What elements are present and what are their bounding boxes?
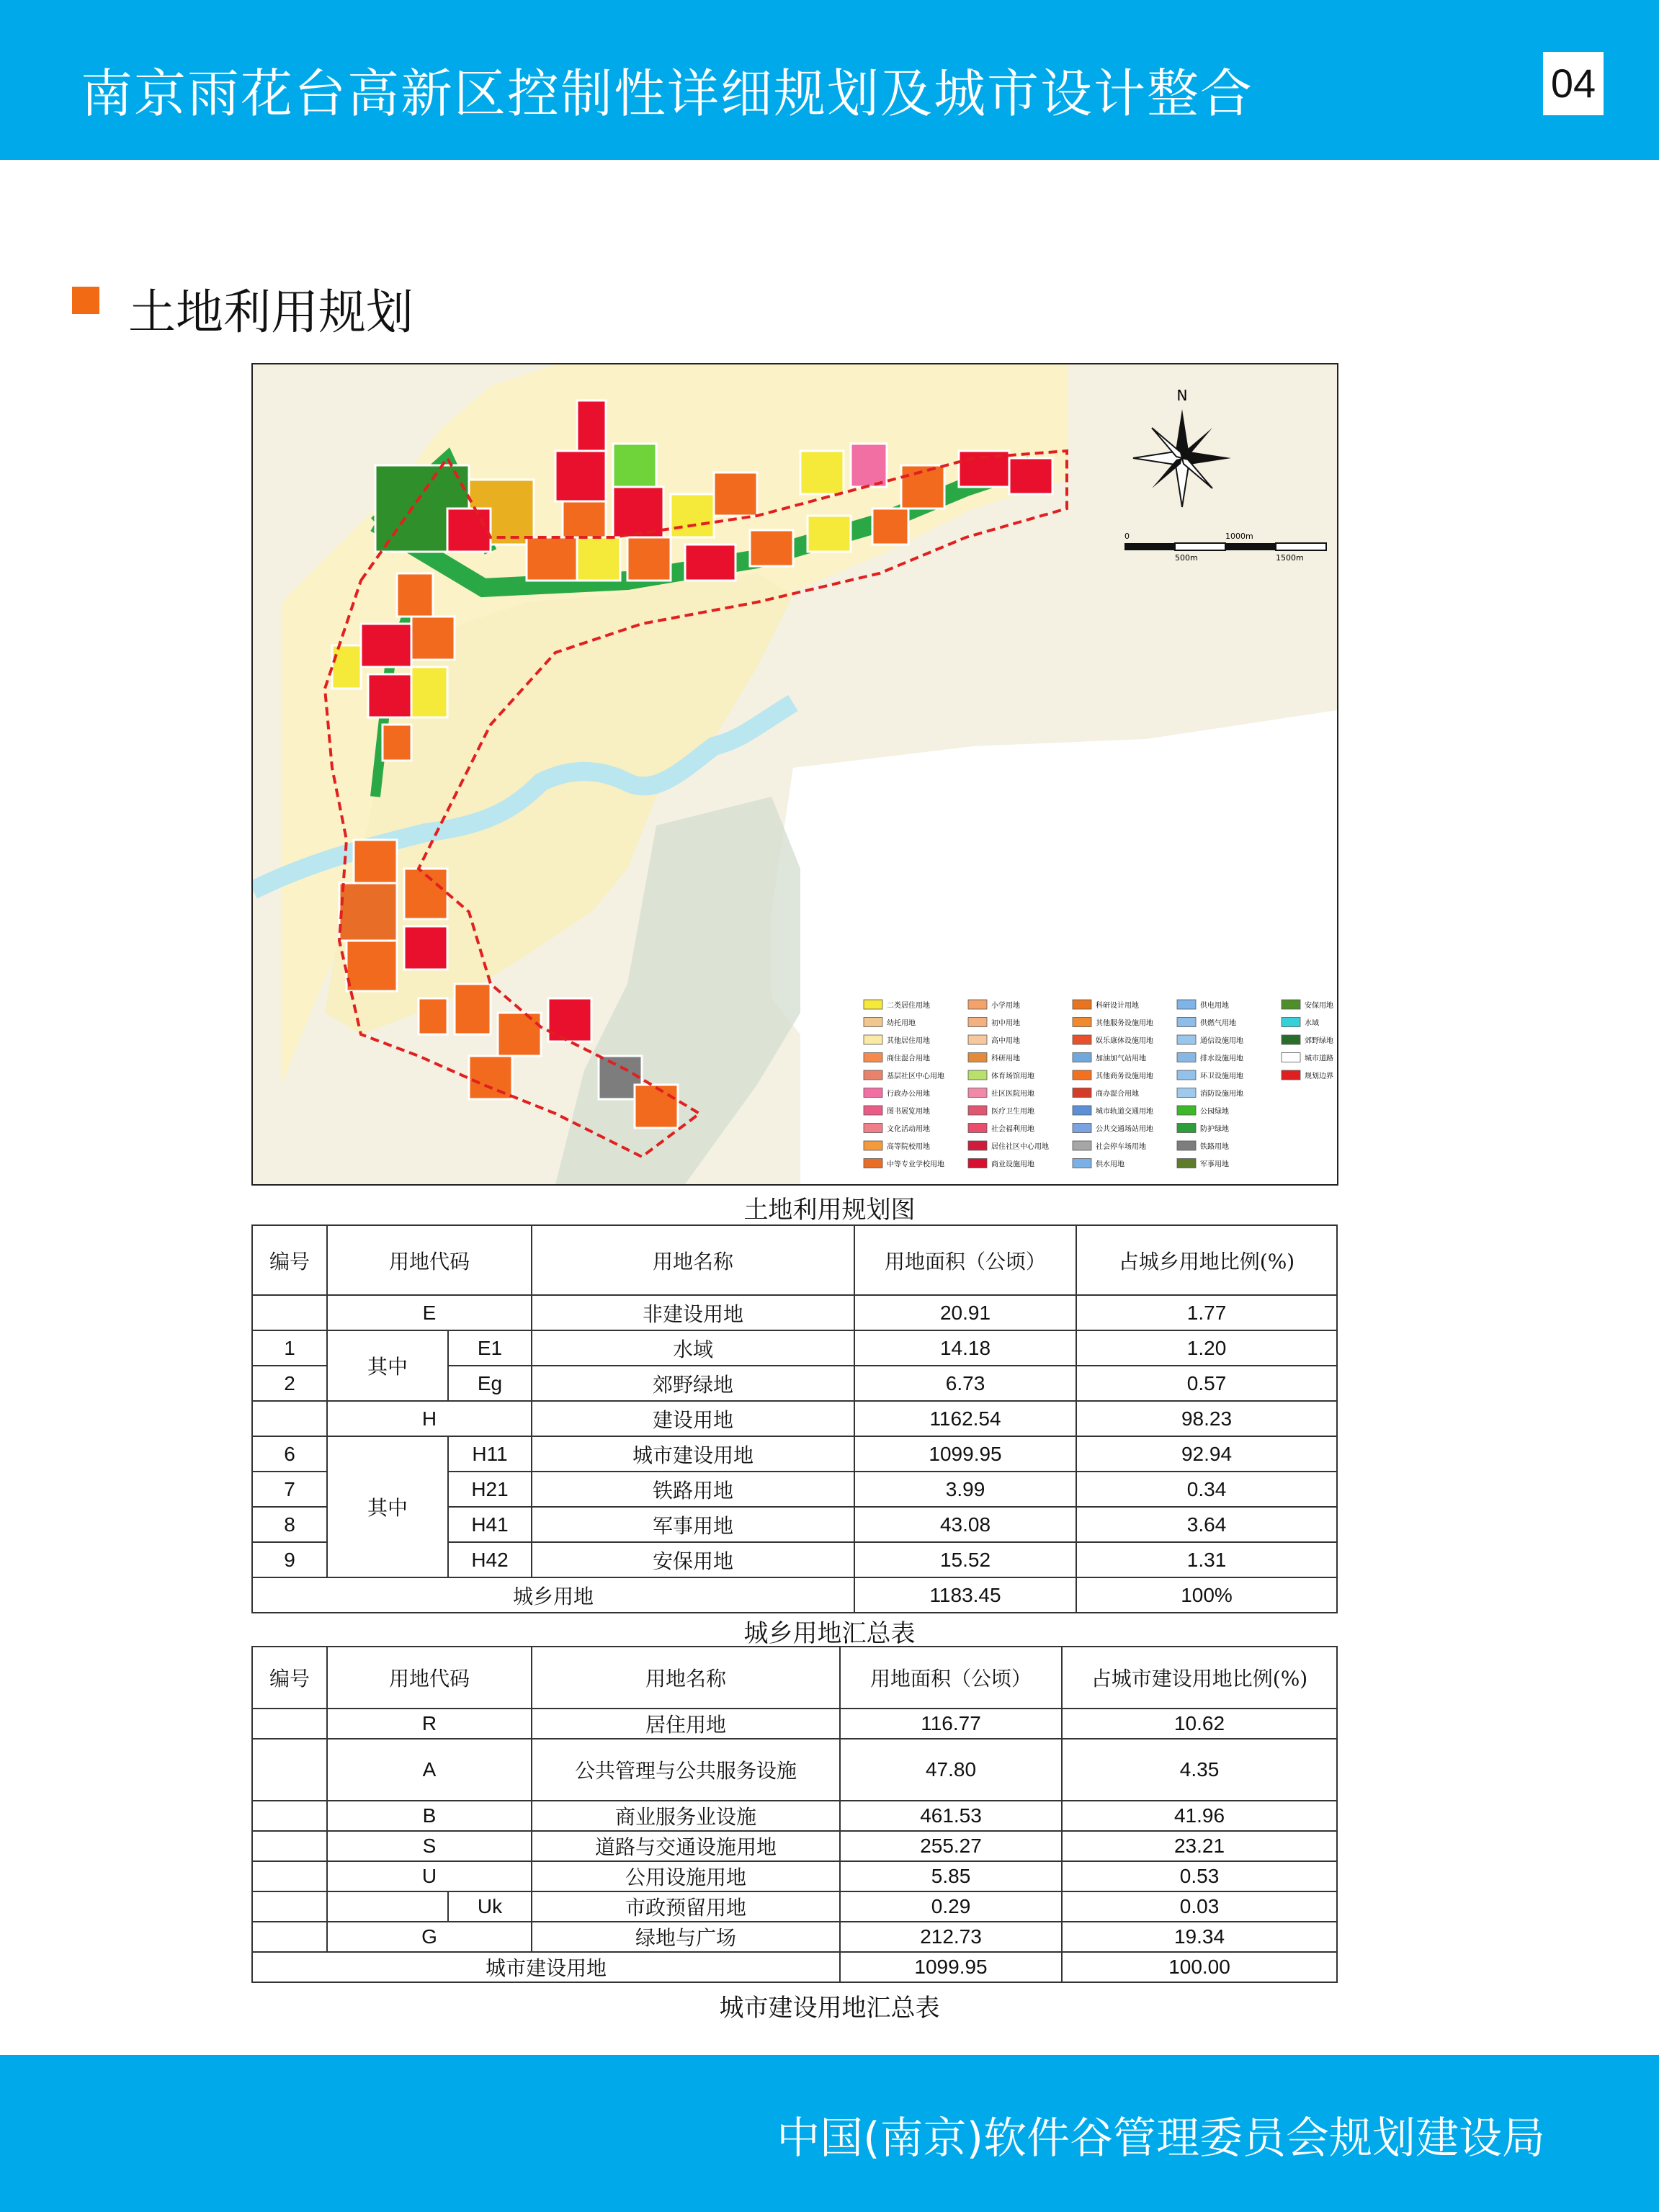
- legend-item: [1073, 1124, 1153, 1134]
- table-row: U 公用设施用地 5.85 0.53: [252, 1861, 1337, 1891]
- legend-label: 小学用地: [991, 1002, 1020, 1010]
- legend-item: [1177, 1124, 1229, 1134]
- legend-label: 科研用地: [991, 1054, 1020, 1063]
- legend-swatch: [968, 1053, 987, 1062]
- legend-item: [864, 1141, 930, 1151]
- legend-item: [864, 1070, 944, 1080]
- legend-swatch: [864, 1070, 882, 1080]
- legend-label: 其他商务设施用地: [1096, 1073, 1153, 1080]
- legend-label: 供电用地: [1200, 1002, 1229, 1010]
- header-cell: 占城乡用地比例(%): [1076, 1225, 1337, 1295]
- legend-label: 医疗卫生用地: [991, 1108, 1034, 1116]
- legend-label: 高等院校用地: [887, 1143, 930, 1151]
- legend-item: [1177, 1106, 1229, 1116]
- legend-swatch: [864, 1088, 882, 1098]
- legend-label: 图书展览用地: [887, 1108, 930, 1116]
- table-row: S 道路与交通设施用地 255.27 23.21: [252, 1831, 1337, 1861]
- legend-swatch: [864, 1159, 882, 1168]
- legend-item: [968, 1124, 1034, 1134]
- legend-item: [1073, 1053, 1146, 1063]
- square-bullet-icon: [72, 287, 99, 314]
- legend-swatch: [968, 1124, 987, 1133]
- legend-item: [1177, 1159, 1229, 1169]
- legend-swatch: [1177, 1053, 1196, 1062]
- legend-label: 商办混合用地: [1096, 1090, 1139, 1098]
- svg-text:1500m: 1500m: [1276, 553, 1304, 563]
- legend-swatch: [1177, 1035, 1196, 1044]
- legend-item: [864, 1159, 944, 1169]
- group-label: 其中: [327, 1330, 448, 1401]
- legend-swatch: [1282, 1035, 1300, 1044]
- legend-item: [864, 1124, 930, 1134]
- legend-item: [968, 1070, 1034, 1080]
- legend-label: 幼托用地: [887, 1019, 916, 1028]
- page-number: 04: [1543, 52, 1604, 115]
- table-row: 9 H42 安保用地 15.52 1.31: [252, 1542, 1337, 1577]
- legend-item: [1073, 1088, 1139, 1098]
- legend-label: 铁路用地: [1200, 1143, 1229, 1151]
- group-label: 其中: [327, 1436, 448, 1577]
- legend-label: 社会停车场用地: [1096, 1143, 1146, 1151]
- legend-item: [1073, 1000, 1139, 1010]
- legend-swatch: [1177, 1070, 1196, 1080]
- document-title: 南京雨花台高新区控制性详细规划及城市设计整合: [81, 63, 1254, 124]
- legend-item: [864, 1088, 930, 1098]
- svg-text:1000m: 1000m: [1225, 532, 1253, 541]
- table-row: R 居住用地 116.77 10.62: [252, 1709, 1337, 1739]
- legend-swatch: [864, 1106, 882, 1115]
- legend-label: 娱乐康体设施用地: [1096, 1037, 1153, 1045]
- legend-item: [1177, 1018, 1236, 1028]
- header-cell: 编号: [252, 1647, 327, 1709]
- legend-label: 郊野绿地: [1305, 1037, 1333, 1045]
- legend-item: [1282, 1053, 1333, 1063]
- legend-label: 消防设施用地: [1200, 1090, 1243, 1098]
- legend-swatch: [1282, 1000, 1300, 1009]
- header-cell: 用地代码: [327, 1647, 532, 1709]
- land-use-map: [251, 363, 1338, 1186]
- legend-swatch: [864, 1035, 882, 1044]
- legend-label: 军事用地: [1200, 1160, 1229, 1169]
- legend-item: [968, 1141, 1049, 1151]
- legend-swatch: [968, 1088, 987, 1098]
- page-header: [0, 0, 1659, 160]
- legend-swatch: [968, 1070, 987, 1080]
- table-total-row: 城市建设用地 1099.95 100.00: [252, 1952, 1337, 1982]
- legend-swatch: [1177, 1141, 1196, 1150]
- legend-item: [1282, 1018, 1319, 1028]
- legend-swatch: [1073, 1053, 1091, 1062]
- urban-construction-land-table: [251, 1646, 1338, 1983]
- legend-swatch: [968, 1106, 987, 1115]
- legend-swatch: [968, 1000, 987, 1009]
- table-row: 7 H21 铁路用地 3.99 0.34: [252, 1472, 1337, 1507]
- footer-organization: 中国(南京)软件谷管理委员会规划建设局: [777, 2113, 1545, 2164]
- legend-item: [864, 1000, 930, 1010]
- legend-label: 二类居住用地: [887, 1002, 930, 1010]
- legend-label: 其他居住用地: [887, 1037, 930, 1045]
- legend-label: 环卫设施用地: [1200, 1073, 1243, 1080]
- legend-item: [968, 1000, 1020, 1010]
- legend-label: 科研设计用地: [1096, 1002, 1139, 1010]
- legend-label: 中等专业学校用地: [887, 1160, 944, 1169]
- legend-item: [1177, 1035, 1243, 1045]
- legend-swatch: [1282, 1070, 1300, 1080]
- legend-label: 安保用地: [1305, 1002, 1333, 1010]
- table-row: 1 其中 E1 水域 14.18 1.20: [252, 1330, 1337, 1366]
- legend-label: 商业设施用地: [991, 1160, 1034, 1169]
- legend-item: [968, 1018, 1020, 1028]
- legend-item: [1073, 1141, 1146, 1151]
- legend-swatch: [1282, 1018, 1300, 1027]
- legend-label: 通信设施用地: [1200, 1037, 1243, 1045]
- north-label: N: [1176, 387, 1188, 404]
- legend-swatch: [968, 1159, 987, 1168]
- legend-label: 公共交通场站用地: [1096, 1125, 1153, 1134]
- legend-item: [1177, 1070, 1243, 1080]
- table-row: 8 H41 军事用地 43.08 3.64: [252, 1507, 1337, 1542]
- legend-swatch: [1282, 1053, 1300, 1062]
- legend-item: [1073, 1106, 1153, 1116]
- legend-label: 供燃气用地: [1200, 1019, 1236, 1028]
- legend-item: [1282, 1070, 1333, 1080]
- header-cell: 用地代码: [327, 1225, 532, 1295]
- legend-label: 其他服务设施用地: [1096, 1019, 1153, 1028]
- legend-swatch: [864, 1018, 882, 1027]
- legend-swatch: [1177, 1088, 1196, 1098]
- legend-label: 文化活动用地: [887, 1125, 930, 1134]
- legend-swatch: [1177, 1018, 1196, 1027]
- legend-swatch: [1177, 1000, 1196, 1009]
- legend-label: 水域: [1305, 1019, 1319, 1028]
- table2-caption: 城市建设用地汇总表: [719, 1994, 940, 2023]
- legend-swatch: [864, 1000, 882, 1009]
- legend-item: [1282, 1035, 1333, 1045]
- svg-text:500m: 500m: [1175, 553, 1198, 563]
- legend-swatch: [1073, 1000, 1091, 1009]
- legend-swatch: [1177, 1124, 1196, 1133]
- legend-item: [1073, 1070, 1153, 1080]
- legend-item: [864, 1053, 930, 1063]
- legend-label: 体育场馆用地: [991, 1073, 1034, 1080]
- legend-label: 排水设施用地: [1200, 1054, 1243, 1063]
- legend-item: [864, 1106, 930, 1116]
- map-caption: 土地利用规划图: [743, 1196, 916, 1224]
- legend-label: 基层社区中心用地: [887, 1073, 944, 1080]
- header-cell: 编号: [252, 1225, 327, 1295]
- legend-label: 初中用地: [991, 1019, 1020, 1028]
- table-row: B 商业服务业设施 461.53 41.96: [252, 1801, 1337, 1831]
- legend-item: [968, 1159, 1034, 1169]
- svg-text:0: 0: [1124, 532, 1130, 541]
- legend-swatch: [1073, 1106, 1091, 1115]
- legend-item: [968, 1053, 1020, 1063]
- legend-swatch: [968, 1018, 987, 1027]
- legend-label: 高中用地: [991, 1037, 1020, 1045]
- legend-item: [968, 1088, 1034, 1098]
- header-cell: 占城市建设用地比例(%): [1062, 1647, 1337, 1709]
- legend-label: 防护绿地: [1200, 1125, 1229, 1134]
- legend-label: 居住社区中心用地: [991, 1143, 1049, 1151]
- table-row: 2 Eg 郊野绿地 6.73 0.57: [252, 1366, 1337, 1401]
- page-footer: [0, 2055, 1659, 2212]
- legend-item: [1177, 1000, 1229, 1010]
- table-row: G 绿地与广场 212.73 19.34: [252, 1922, 1337, 1952]
- table-total-row: 城乡用地 1183.45 100%: [252, 1577, 1337, 1613]
- legend-label: 社区医院用地: [991, 1090, 1034, 1098]
- legend-swatch: [1177, 1106, 1196, 1115]
- legend-label: 加油加气站用地: [1096, 1054, 1146, 1063]
- legend-swatch: [1073, 1124, 1091, 1133]
- table-row: Uk 市政预留用地 0.29 0.03: [252, 1891, 1337, 1922]
- legend-label: 供水用地: [1096, 1160, 1124, 1169]
- urban-rural-land-table: [251, 1224, 1338, 1613]
- table-row: H 建设用地 1162.54 98.23: [252, 1401, 1337, 1436]
- section-title: 土地利用规划: [128, 285, 413, 340]
- legend-swatch: [864, 1124, 882, 1133]
- legend-swatch: [968, 1141, 987, 1150]
- header-cell: 用地名称: [532, 1225, 854, 1295]
- legend-item: [1282, 1000, 1333, 1010]
- legend-item: [968, 1035, 1020, 1045]
- legend-item: [864, 1035, 930, 1045]
- legend-label: 商住混合用地: [887, 1054, 930, 1063]
- table-row: E 非建设用地 20.91 1.77: [252, 1295, 1337, 1330]
- legend-item: [864, 1018, 916, 1028]
- legend-swatch: [1073, 1159, 1091, 1168]
- legend-swatch: [864, 1141, 882, 1150]
- legend-label: 公园绿地: [1200, 1108, 1229, 1116]
- legend-item: [1073, 1035, 1153, 1045]
- legend-item: [968, 1106, 1034, 1116]
- legend-swatch: [1073, 1018, 1091, 1027]
- legend-item: [1177, 1141, 1229, 1151]
- table-row: 6 其中 H11 城市建设用地 1099.95 92.94: [252, 1436, 1337, 1472]
- legend-swatch: [1073, 1088, 1091, 1098]
- table1-caption: 城乡用地汇总表: [743, 1619, 916, 1648]
- legend-swatch: [1073, 1070, 1091, 1080]
- legend-swatch: [1073, 1141, 1091, 1150]
- legend-item: [1073, 1018, 1153, 1028]
- legend-swatch: [864, 1053, 882, 1062]
- legend-swatch: [968, 1035, 987, 1044]
- header-cell: 用地名称: [532, 1647, 840, 1709]
- legend-label: 行政办公用地: [887, 1090, 930, 1098]
- legend-item: [1073, 1159, 1124, 1169]
- table-row: A 公共管理与公共服务设施 47.80 4.35: [252, 1739, 1337, 1801]
- legend-label: 城市轨道交通用地: [1096, 1108, 1153, 1116]
- header-cell: 用地面积（公顷）: [854, 1225, 1076, 1295]
- map-drawing: [253, 364, 1337, 1184]
- legend-swatch: [1177, 1159, 1196, 1168]
- legend-item: [1177, 1088, 1243, 1098]
- legend-label: 城市道路: [1305, 1054, 1333, 1063]
- legend-item: [1177, 1053, 1243, 1063]
- legend-label: 规划边界: [1305, 1073, 1333, 1080]
- legend-swatch: [1073, 1035, 1091, 1044]
- legend-label: 社会福利用地: [991, 1125, 1034, 1134]
- header-cell: 用地面积（公顷）: [840, 1647, 1062, 1709]
